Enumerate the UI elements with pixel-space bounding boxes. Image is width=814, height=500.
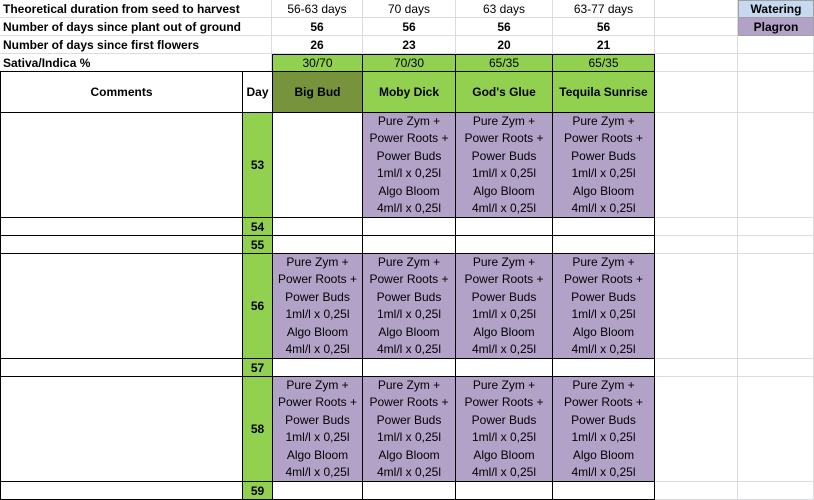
days-flower-gods-glue: 20	[456, 36, 553, 54]
dosing-line: Power Buds	[571, 412, 636, 427]
dosing-big-bud	[272, 253, 363, 359]
dosing-gods-glue	[455, 376, 553, 482]
strain-header-tequila-sunrise: Tequila Sunrise	[552, 71, 655, 113]
empty-cell	[655, 236, 738, 254]
dosing-line: 4ml/l x 0,25l	[471, 342, 537, 356]
empty-moby-dick	[362, 481, 456, 500]
empty-cell	[655, 254, 738, 359]
dosing-line: Power Roots +	[369, 131, 449, 145]
dosing-tequila-sunrise	[552, 376, 655, 482]
empty-gods-glue	[455, 481, 553, 500]
empty-big-bud	[272, 217, 363, 236]
dosing-moby-dick	[362, 112, 456, 218]
dosing-line: 1ml/l x 0,25l	[376, 307, 442, 321]
dosing-line: Power Buds	[376, 148, 442, 163]
dosing-line: 4ml/l x 0,25l	[571, 342, 636, 356]
empty-cell	[738, 36, 814, 54]
day-cell: 55	[242, 235, 273, 254]
comment-cell	[0, 112, 243, 218]
dosing-line: 1ml/l x 0,25l	[571, 430, 636, 444]
dosing-line: 4ml/l x 0,25l	[285, 465, 350, 479]
days-flower-moby-dick: 23	[363, 36, 456, 54]
dosing-line: Power Roots +	[563, 395, 644, 409]
strain-header-moby-dick: Moby Dick	[362, 71, 456, 113]
comment-cell	[0, 235, 243, 254]
day-header: Day	[242, 71, 273, 113]
dosing-line: 4ml/l x 0,25l	[571, 465, 636, 479]
empty-cell	[738, 54, 814, 72]
empty-big-bud	[272, 481, 363, 500]
dosing-line: Algo Bloom	[572, 183, 635, 198]
dosing-line: 4ml/l x 0,25l	[376, 465, 442, 479]
empty-cell	[655, 377, 738, 482]
day-cell: 59	[242, 481, 273, 500]
dosing-line: 1ml/l x 0,25l	[571, 307, 636, 321]
dosing-line: Power Roots +	[464, 395, 544, 409]
empty-tequila-sunrise	[552, 481, 655, 500]
dosing-line: Power Roots +	[563, 272, 644, 286]
dosing-line: Algo Bloom	[473, 183, 535, 198]
dosing-line: Algo Bloom	[572, 324, 635, 339]
dosing-line: 1ml/l x 0,25l	[376, 430, 442, 444]
dosing-line: Algo Bloom	[286, 447, 349, 462]
days-flower-big-bud: 26	[272, 36, 363, 54]
dosing-line: Power Buds	[471, 412, 537, 427]
dosing-line: 1ml/l x 0,25l	[571, 166, 636, 180]
empty-big-bud	[272, 358, 363, 377]
ratio-gods-glue: 65/35	[455, 54, 553, 72]
dosing-line: Power Roots +	[369, 395, 449, 409]
sativa-indica-label: Sativa/Indica %	[0, 54, 272, 72]
empty-tequila-sunrise	[552, 235, 655, 254]
empty-gods-glue	[455, 217, 553, 236]
dosing-line: Power Buds	[571, 289, 636, 304]
dosing-line: Power Buds	[471, 148, 537, 163]
dosing-line: Pure Zym +	[472, 113, 536, 128]
dosing-line: Power Buds	[376, 412, 442, 427]
dosing-line: Pure Zym +	[377, 254, 441, 269]
day-cell: 53	[242, 112, 273, 218]
dosing-line: Power Roots +	[464, 131, 544, 145]
days-flower-tequila-sunrise: 21	[553, 36, 655, 54]
day-cell: 58	[242, 376, 273, 482]
dosing-line: Pure Zym +	[286, 254, 349, 269]
dosing-line: Algo Bloom	[473, 324, 535, 339]
dosing-line: Power Roots +	[563, 131, 644, 145]
dosing-line: Algo Bloom	[286, 324, 349, 339]
day-cell: 54	[242, 217, 273, 236]
comment-cell	[0, 253, 243, 359]
empty-cell	[738, 218, 814, 236]
empty-tequila-sunrise	[552, 217, 655, 236]
dosing-line: 1ml/l x 0,25l	[285, 307, 350, 321]
empty-cell	[655, 72, 738, 113]
dosing-line: 4ml/l x 0,25l	[285, 342, 350, 356]
empty-cell	[655, 36, 738, 54]
empty-cell	[738, 377, 814, 482]
strain-header-big-bud: Big Bud	[272, 71, 363, 113]
dosing-line: 1ml/l x 0,25l	[376, 166, 442, 180]
comment-cell	[0, 217, 243, 236]
dosing-line: Power Buds	[471, 289, 537, 304]
empty-cell	[738, 482, 814, 500]
days-flower-label: Number of days since first flowers	[0, 36, 272, 54]
ratio-moby-dick: 70/30	[362, 54, 456, 72]
day-cell: 56	[242, 253, 273, 359]
comment-cell	[0, 358, 243, 377]
empty-cell	[738, 236, 814, 254]
empty-cell	[738, 254, 814, 359]
empty-cell	[655, 113, 738, 218]
days-out-tequila-sunrise: 56	[553, 18, 655, 36]
comment-cell	[0, 481, 243, 500]
plagron-legend: Plagron	[738, 18, 814, 36]
day-cell: 57	[242, 358, 273, 377]
comments-header: Comments	[0, 71, 243, 113]
empty-cell	[655, 0, 738, 18]
days-out-big-bud: 56	[272, 18, 363, 36]
days-out-gods-glue: 56	[456, 18, 553, 36]
empty-cell	[655, 54, 738, 72]
dosing-line: Power Buds	[285, 289, 350, 304]
dosing-line: Power Buds	[376, 289, 442, 304]
dosing-line: Pure Zym +	[572, 113, 635, 128]
dosing-tequila-sunrise	[552, 112, 655, 218]
empty-cell	[655, 218, 738, 236]
empty-cell	[655, 359, 738, 377]
duration-big-bud: 56-63 days	[272, 0, 363, 18]
dosing-line: 1ml/l x 0,25l	[471, 166, 537, 180]
dosing-line: Power Roots +	[464, 272, 544, 286]
dosing-line: Algo Bloom	[378, 324, 440, 339]
empty-cell	[738, 72, 814, 113]
dosing-line: Power Buds	[285, 412, 350, 427]
dosing-line: Power Buds	[571, 148, 636, 163]
duration-gods-glue: 63 days	[456, 0, 553, 18]
dosing-line: Pure Zym +	[572, 377, 635, 392]
duration-moby-dick: 70 days	[363, 0, 456, 18]
dosing-line: 1ml/l x 0,25l	[471, 430, 537, 444]
dosing-line: Algo Bloom	[378, 183, 440, 198]
empty-big-bud	[272, 235, 363, 254]
empty-tequila-sunrise	[552, 358, 655, 377]
empty-cell	[738, 113, 814, 218]
dosing-tequila-sunrise	[552, 253, 655, 359]
duration-label: Theoretical duration from seed to harvest	[0, 0, 272, 18]
empty-moby-dick	[362, 217, 456, 236]
strain-header-gods-glue: God's Glue	[455, 71, 553, 113]
dosing-line: Algo Bloom	[473, 447, 535, 462]
dosing-line: Power Roots +	[277, 395, 358, 409]
empty-cell	[655, 18, 738, 36]
empty-moby-dick	[362, 358, 456, 377]
dosing-gods-glue	[455, 112, 553, 218]
empty-moby-dick	[362, 235, 456, 254]
dosing-moby-dick	[362, 253, 456, 359]
dosing-moby-dick	[362, 376, 456, 482]
dosing-line: Power Roots +	[369, 272, 449, 286]
dosing-line: 4ml/l x 0,25l	[376, 201, 442, 215]
duration-tequila-sunrise: 63-77 days	[553, 0, 655, 18]
watering-legend: Watering	[738, 0, 814, 18]
days-out-label: Number of days since plant out of ground	[0, 18, 272, 36]
empty-cell	[655, 482, 738, 500]
dosing-line: Algo Bloom	[378, 447, 440, 462]
dosing-line: Power Roots +	[277, 272, 358, 286]
dosing-line: 1ml/l x 0,25l	[285, 430, 350, 444]
days-out-moby-dick: 56	[363, 18, 456, 36]
dosing-line: Algo Bloom	[572, 447, 635, 462]
dosing-line: Pure Zym +	[472, 377, 536, 392]
dosing-big-bud	[272, 376, 363, 482]
empty-gods-glue	[455, 358, 553, 377]
ratio-tequila-sunrise: 65/35	[552, 54, 655, 72]
dosing-line: 4ml/l x 0,25l	[571, 201, 636, 215]
dosing-line: Pure Zym +	[472, 254, 536, 269]
dosing-line: Pure Zym +	[377, 113, 441, 128]
dosing-line: Pure Zym +	[572, 254, 635, 269]
dosing-line: Pure Zym +	[286, 377, 349, 392]
dosing-line: 4ml/l x 0,25l	[471, 465, 537, 479]
dosing-line: 4ml/l x 0,25l	[376, 342, 442, 356]
dosing-gods-glue	[455, 253, 553, 359]
empty-big-bud	[272, 112, 363, 218]
empty-cell	[738, 359, 814, 377]
dosing-line: Pure Zym +	[377, 377, 441, 392]
empty-gods-glue	[455, 235, 553, 254]
dosing-line: 4ml/l x 0,25l	[471, 201, 537, 215]
dosing-line: 1ml/l x 0,25l	[471, 307, 537, 321]
ratio-big-bud: 30/70	[272, 54, 363, 72]
comment-cell	[0, 376, 243, 482]
